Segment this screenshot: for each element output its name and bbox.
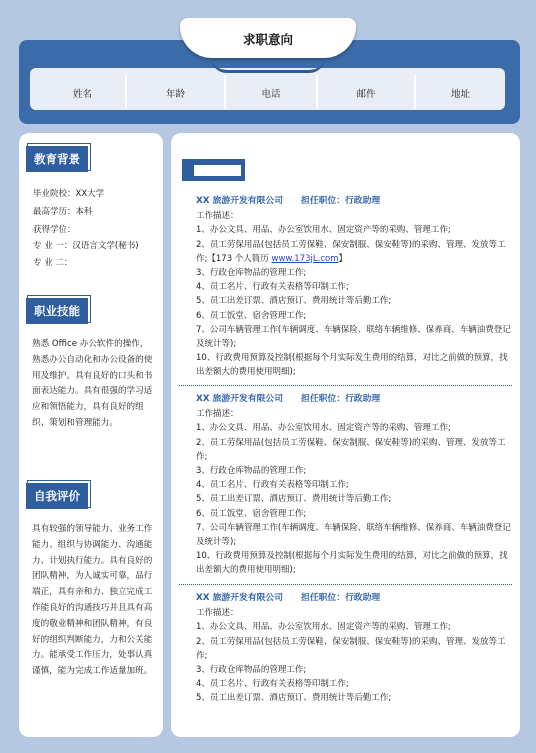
job-item: 1、办公文具、用品、办公室饮用水、固定资产等的采购、管理工作; bbox=[196, 622, 451, 633]
job-item: 4、员工名片、行政有关表格等印制工作; bbox=[196, 679, 349, 690]
job-item: 6、员工饭堂、宿舍管理工作; bbox=[196, 310, 307, 321]
job-divider bbox=[179, 385, 512, 386]
job-item: 2、员工劳保用品(包括员工劳保鞋、保安制服、保安鞋等)的采购、管理、发放等工作; bbox=[196, 636, 506, 661]
field-email: 邮件 bbox=[356, 89, 376, 100]
left-column bbox=[19, 133, 163, 737]
job-item: 3、行政仓库物品的管理工作; bbox=[196, 268, 307, 279]
job-role: 担任职位：行政助理 bbox=[301, 196, 381, 206]
job-desc-label: 工作描述： bbox=[196, 211, 239, 222]
job-item-text: 2、员工劳保用品(包括员工劳保鞋、保安制服、保安鞋等)的采购、管理、发放等工作; bbox=[196, 239, 506, 264]
job-item: 7、公司车辆管理工作(车辆调度、车辆保险、联络车辆维修、保养商、车辆油费登记及统计等); bbox=[196, 324, 511, 350]
job-header bbox=[196, 591, 511, 605]
field-name: 姓名 bbox=[72, 89, 92, 100]
self-eval-heading: 自我评价 bbox=[26, 483, 88, 509]
field-address: 地址 bbox=[450, 89, 470, 100]
job-header bbox=[196, 194, 511, 208]
job-header bbox=[196, 392, 511, 406]
job-divider bbox=[179, 584, 512, 585]
job-item: 1、办公文具、用品、办公室饮用水、固定资产等的采购、管理工作; bbox=[196, 225, 451, 236]
section-tab bbox=[182, 159, 245, 181]
education-line: 毕业院校：XX大学 bbox=[33, 189, 105, 199]
education-heading: 教育背景 bbox=[26, 146, 88, 172]
job-item: 1、办公文具、用品、办公室饮用水、固定资产等的采购、管理工作; bbox=[196, 423, 451, 434]
skills-text: 熟悉 Office 办公软件的操作，熟悉办公自动化和办公设备的使用及维护。具有良好的口头和书面表达能力。具有很强的学习适应和领悟能力，具有良好的组织、策划和管理能力。 bbox=[32, 339, 153, 428]
job-item: 3、行政仓库物品的管理工作; bbox=[196, 466, 307, 477]
job-role: 担任职位：行政助理 bbox=[301, 593, 381, 603]
job-desc-label: 工作描述： bbox=[196, 608, 239, 619]
page-title: 求职意向 bbox=[180, 18, 356, 58]
job-item: 7、公司车辆管理工作(车辆调度、车辆保险、联络车辆维修、保养商、车辆油费登记及统计等); bbox=[196, 522, 511, 548]
title-wave-decoration bbox=[210, 56, 326, 73]
education-line: 专 业 二： bbox=[33, 258, 73, 268]
job-item: 5、员工出差订票、酒店预订、费用统计等后勤工作; bbox=[196, 693, 392, 704]
job-entry bbox=[196, 194, 511, 380]
education-line: 最高学历：本科 bbox=[33, 207, 93, 217]
job-item: 5、员工出差订票、酒店预订、费用统计等后勤工作; bbox=[196, 494, 392, 505]
job-role: 担任职位：行政助理 bbox=[301, 394, 381, 404]
job-item: 4、员工名片、行政有关表格等印制工作; bbox=[196, 480, 349, 491]
field-age: 年龄 bbox=[165, 89, 185, 100]
job-company: XX 旅游开发有限公司 bbox=[196, 593, 284, 603]
job-item: 4、员工名片、行政有关表格等印制工作; bbox=[196, 282, 349, 293]
job-item: 5、员工出差订票、酒店预订、费用统计等后勤工作; bbox=[196, 296, 392, 307]
job-company: XX 旅游开发有限公司 bbox=[196, 394, 284, 404]
intent-fields bbox=[30, 72, 505, 108]
promo-link[interactable]: www.173jL.com bbox=[271, 253, 339, 264]
job-entry bbox=[196, 591, 511, 706]
education-line: 专 业 一：汉语言文学(秘书) bbox=[33, 241, 139, 251]
job-item bbox=[196, 238, 511, 266]
job-company: XX 旅游开发有限公司 bbox=[196, 196, 284, 206]
job-item: 2、员工劳保用品(包括员工劳保鞋、保安制服、保安鞋等)的采购、管理、发放等工作; bbox=[196, 437, 506, 462]
skills-heading: 职业技能 bbox=[26, 298, 88, 324]
job-item: 6、员工饭堂、宿舍管理工作; bbox=[196, 508, 307, 519]
job-item: 10、行政费用预算及控制(根据每个月实际发生费用的结算，对比之前做的预算，找出差额大的费用使用明细); bbox=[196, 353, 508, 378]
self-eval-text: 具有较强的领导能力、业务工作能力、组织与协调能力、沟通能力、计划执行能力。具有良好的团队精神，为人诚实可靠，品行端正，具有亲和力、独立完成工作能良好的沟通技巧并且具有高度的敬业精神和团队精神，有良好的组织判断能力，力和公关能力。能承受工作压力，处事认真谨慎，能为完成工作适量加班。 bbox=[32, 524, 153, 677]
job-item: 10、行政费用预算及控制(根据每个月实际发生费用的结算，对比之前做的预算，找出差额大的费用使用明细); bbox=[196, 551, 508, 576]
education-line: 获得学位： bbox=[33, 225, 76, 235]
job-entry bbox=[196, 392, 511, 578]
field-phone: 电话 bbox=[261, 89, 281, 100]
promo-suffix: 】 bbox=[338, 253, 347, 264]
job-item: 3、行政仓库物品的管理工作; bbox=[196, 665, 307, 676]
promo-prefix: 【173 个人简历 bbox=[207, 253, 272, 264]
right-column bbox=[171, 133, 520, 737]
job-desc-label: 工作描述： bbox=[196, 409, 239, 420]
